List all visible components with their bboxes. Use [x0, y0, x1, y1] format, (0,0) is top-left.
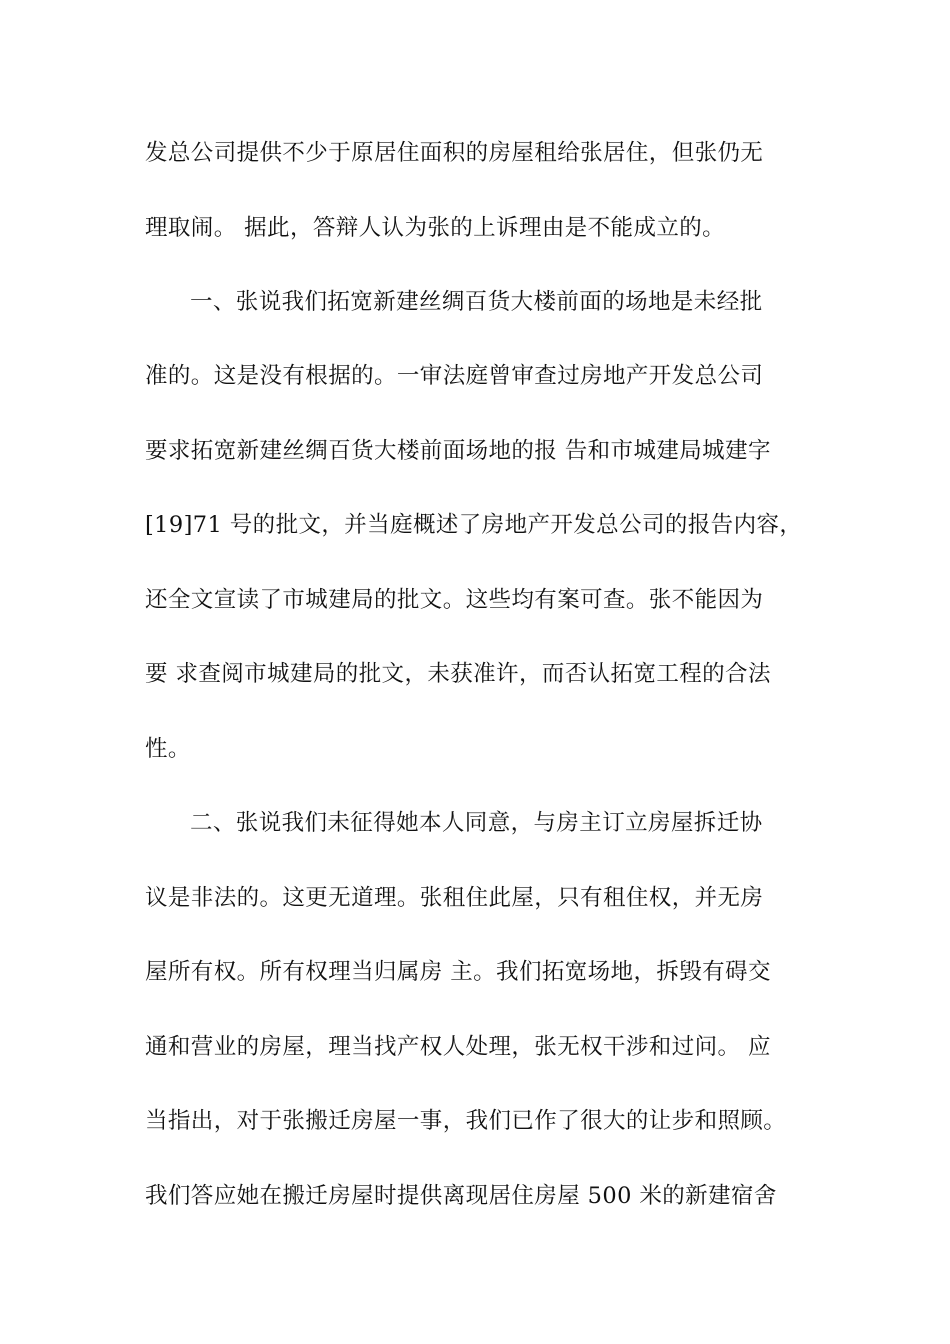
paragraph-2-start: 二、张说我们未征得她本人同意，与房主订立房屋拆迁协	[190, 810, 763, 836]
text-line: 屋所有权。所有权理当归属房 主。我们拓宽场地，拆毁有碍交	[145, 959, 771, 985]
text-line: 发总公司提供不少于原居住面积的房屋租给张居住，但张仍无	[145, 140, 764, 166]
text-line: 议是非法的。这更无道理。张租住此屋，只有租住权，并无房	[145, 885, 764, 911]
text-line: 通和营业的房屋，理当找产权人处理，张无权干涉和过问。 应	[145, 1034, 771, 1060]
text-line: 性。	[145, 736, 191, 762]
text-line: 理取闹。 据此，答辩人认为张的上诉理由是不能成立的。	[145, 215, 726, 241]
text-line: 我们答应她在搬迁房屋时提供离现居住房屋 500 米的新建宿舍	[145, 1183, 777, 1209]
text-line: 要 求查阅市城建局的批文，未获准许，而否认拓宽工程的合法	[145, 661, 771, 687]
text-line: 当指出，对于张搬迁房屋一事，我们已作了很大的让步和照顾。	[145, 1108, 787, 1134]
text-line: [19]71 号的批文，并当庭概述了房地产开发总公司的报告内容，	[145, 512, 803, 538]
text-line: 还全文宣读了市城建局的批文。这些均有案可查。张不能因为	[145, 587, 764, 613]
text-line: 准的。这是没有根据的。一审法庭曾审查过房地产开发总公司	[145, 363, 764, 389]
paragraph-1-start: 一、张说我们拓宽新建丝绸百货大楼前面的场地是未经批	[190, 289, 763, 315]
text-line: 要求拓宽新建丝绸百货大楼前面场地的报 告和市城建局城建字	[145, 438, 771, 464]
